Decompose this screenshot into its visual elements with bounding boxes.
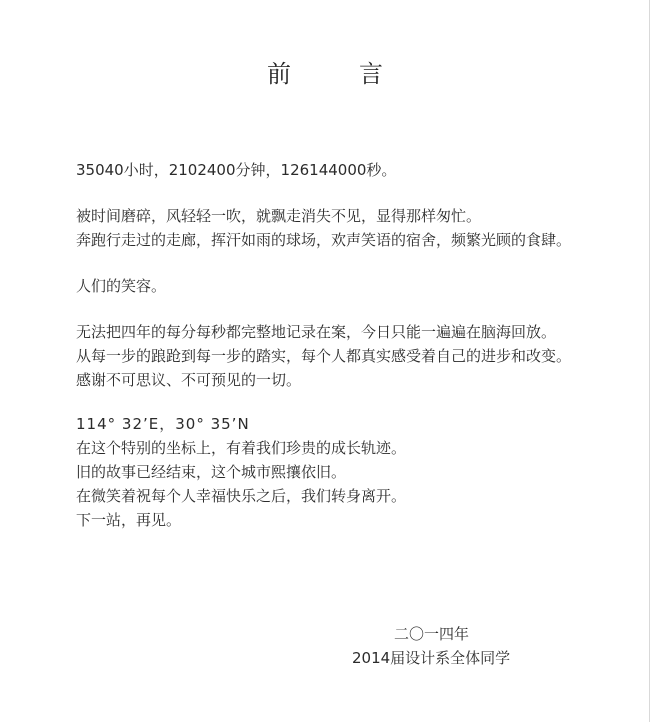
paragraph-line: 在微笑着祝每个人幸福快乐之后，我们转身离开。 (76, 487, 407, 505)
coordinate-line: 114° 32’E，30° 35’N (76, 415, 250, 433)
page-title: 前 言 (267, 60, 405, 88)
paragraph-line: 从每一步的踉跄到每一步的踏实，每个人都真实感受着自己的进步和改变。 (76, 347, 572, 365)
paragraph-line: 旧的故事已经结束，这个城市熙攘依旧。 (76, 463, 347, 481)
paragraph-line: 35040小时，2102400分钟，126144000秒。 (76, 161, 397, 179)
paragraph-line: 在这个特别的坐标上，有着我们珍贵的成长轨迹。 (76, 439, 407, 457)
paragraph-line: 奔跑行走过的走廊，挥汗如雨的球场，欢声笑语的宿舍，频繁光顾的食肆。 (76, 231, 572, 249)
signature-date: 二〇一四年 (394, 625, 470, 643)
paragraph-line: 下一站，再见。 (76, 511, 182, 529)
paragraph-line: 感谢不可思议、不可预见的一切。 (76, 371, 302, 389)
paragraph-line: 无法把四年的每分每秒都完整地记录在案，今日只能一遍遍在脑海回放。 (76, 323, 557, 341)
paragraph-line: 人们的笑容。 (76, 277, 167, 295)
paragraph-line: 被时间磨碎，风轻轻一吹，就飘走消失不见，显得那样匆忙。 (76, 207, 482, 225)
signature-author: 2014届设计系全体同学 (352, 649, 511, 667)
